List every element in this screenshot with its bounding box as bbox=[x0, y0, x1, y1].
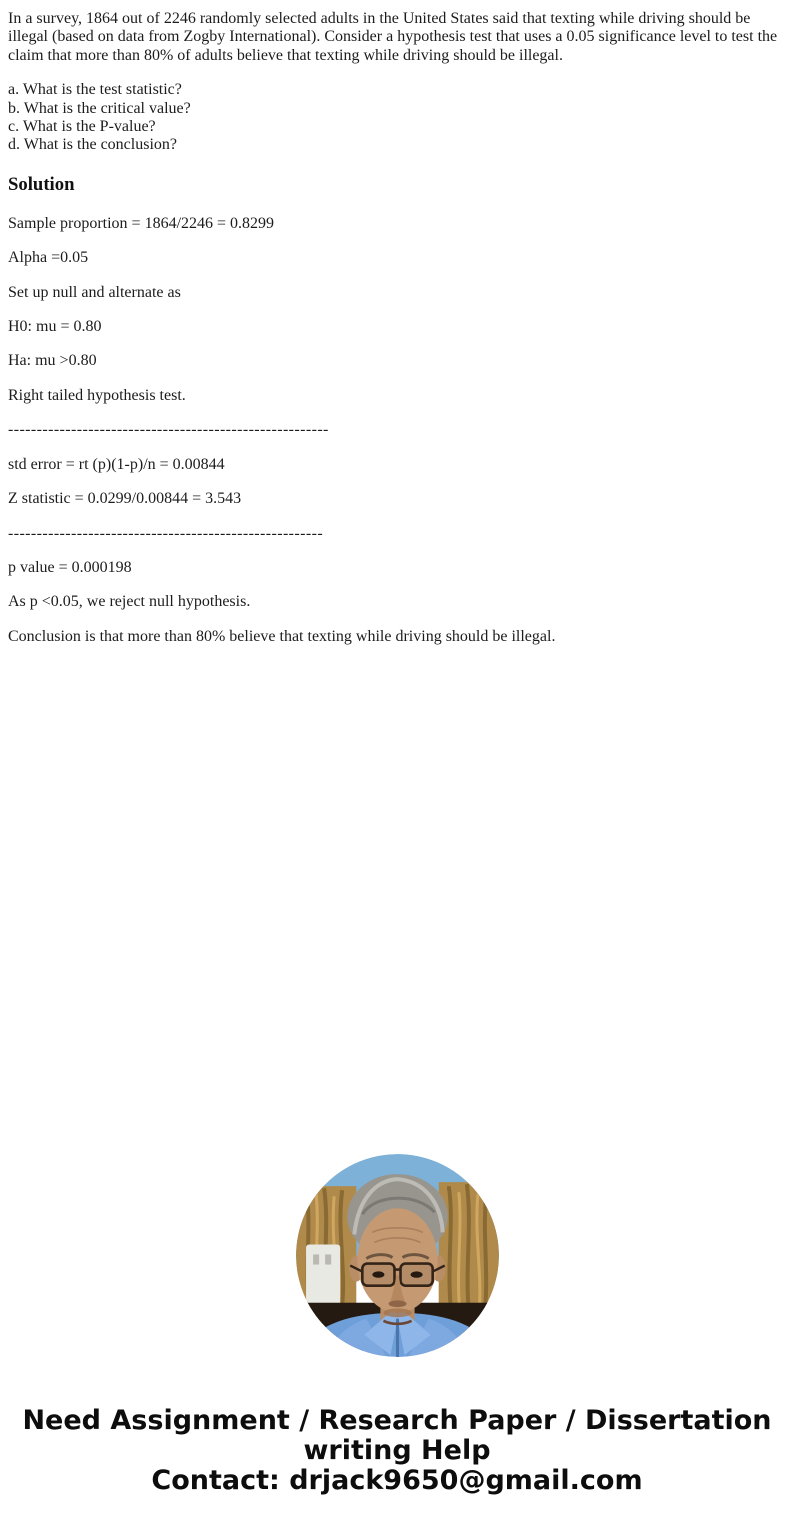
solution-line-setup: Set up null and alternate as bbox=[8, 283, 181, 301]
solution-line-z-statistic: Z statistic = 0.0299/0.00844 = 3.543 bbox=[8, 490, 242, 508]
dashed-separator: -------------------------------------------------------- bbox=[8, 421, 329, 439]
avatar-eye-left bbox=[372, 1272, 384, 1278]
question-a: a. What is the test statistic? bbox=[8, 81, 182, 99]
solution-line-alpha: Alpha =0.05 bbox=[8, 249, 89, 267]
solution-line-sample-proportion: Sample proportion = 1864/2246 = 0.8299 bbox=[8, 214, 275, 232]
question-b: b. What is the critical value? bbox=[8, 99, 191, 117]
footer-banner bbox=[8, 1406, 786, 1496]
solution-line-reject: As p <0.05, we reject null hypothesis. bbox=[8, 593, 251, 611]
solution-line-ha: Ha: mu >0.80 bbox=[8, 352, 97, 370]
avatar-eye-right bbox=[410, 1272, 422, 1278]
avatar-wall-switch bbox=[325, 1255, 331, 1265]
footer-help-line-2: writing Help bbox=[303, 1435, 491, 1467]
avatar-nostrils bbox=[388, 1300, 406, 1307]
blank-space bbox=[8, 662, 786, 1154]
dashed-separator: ------------------------------------------------------- bbox=[8, 524, 324, 542]
tutor-avatar-photo bbox=[296, 1154, 499, 1357]
solution-heading: Solution bbox=[8, 173, 75, 195]
question-c: c. What is the P-value? bbox=[8, 118, 156, 136]
solution-line-h0: H0: mu = 0.80 bbox=[8, 318, 102, 336]
solution-line-conclusion: Conclusion is that more than 80% believe that texting while driving should be illegal. bbox=[8, 627, 556, 645]
problem-intro: In a survey, 1864 out of 2246 randomly selected adults in the United States said that texting while driving should be illegal (based on data from Zogby International). Consider a hypothesis test that uses a 0.05 significance level to test the claim that more than 80% of adults believe that texting while driving should be illegal. bbox=[8, 10, 778, 64]
problem-questions bbox=[8, 81, 786, 155]
avatar-wall-switch bbox=[313, 1255, 319, 1265]
solution-line-p-value: p value = 0.000198 bbox=[8, 558, 132, 576]
solution-line-right-tailed: Right tailed hypothesis test. bbox=[8, 386, 186, 404]
avatar-upper-lip-shadow bbox=[383, 1308, 411, 1317]
avatar-wall-switch-panel bbox=[306, 1245, 340, 1307]
solution-line-std-error: std error = rt (p)(1-p)/n = 0.00844 bbox=[8, 455, 225, 473]
footer-help-line-1: Need Assignment / Research Paper / Dissertation bbox=[22, 1405, 772, 1437]
question-d: d. What is the conclusion? bbox=[8, 136, 177, 154]
footer-contact-email: Contact: drjack9650@gmail.com bbox=[151, 1465, 643, 1497]
tutor-avatar-illustration bbox=[296, 1154, 499, 1357]
